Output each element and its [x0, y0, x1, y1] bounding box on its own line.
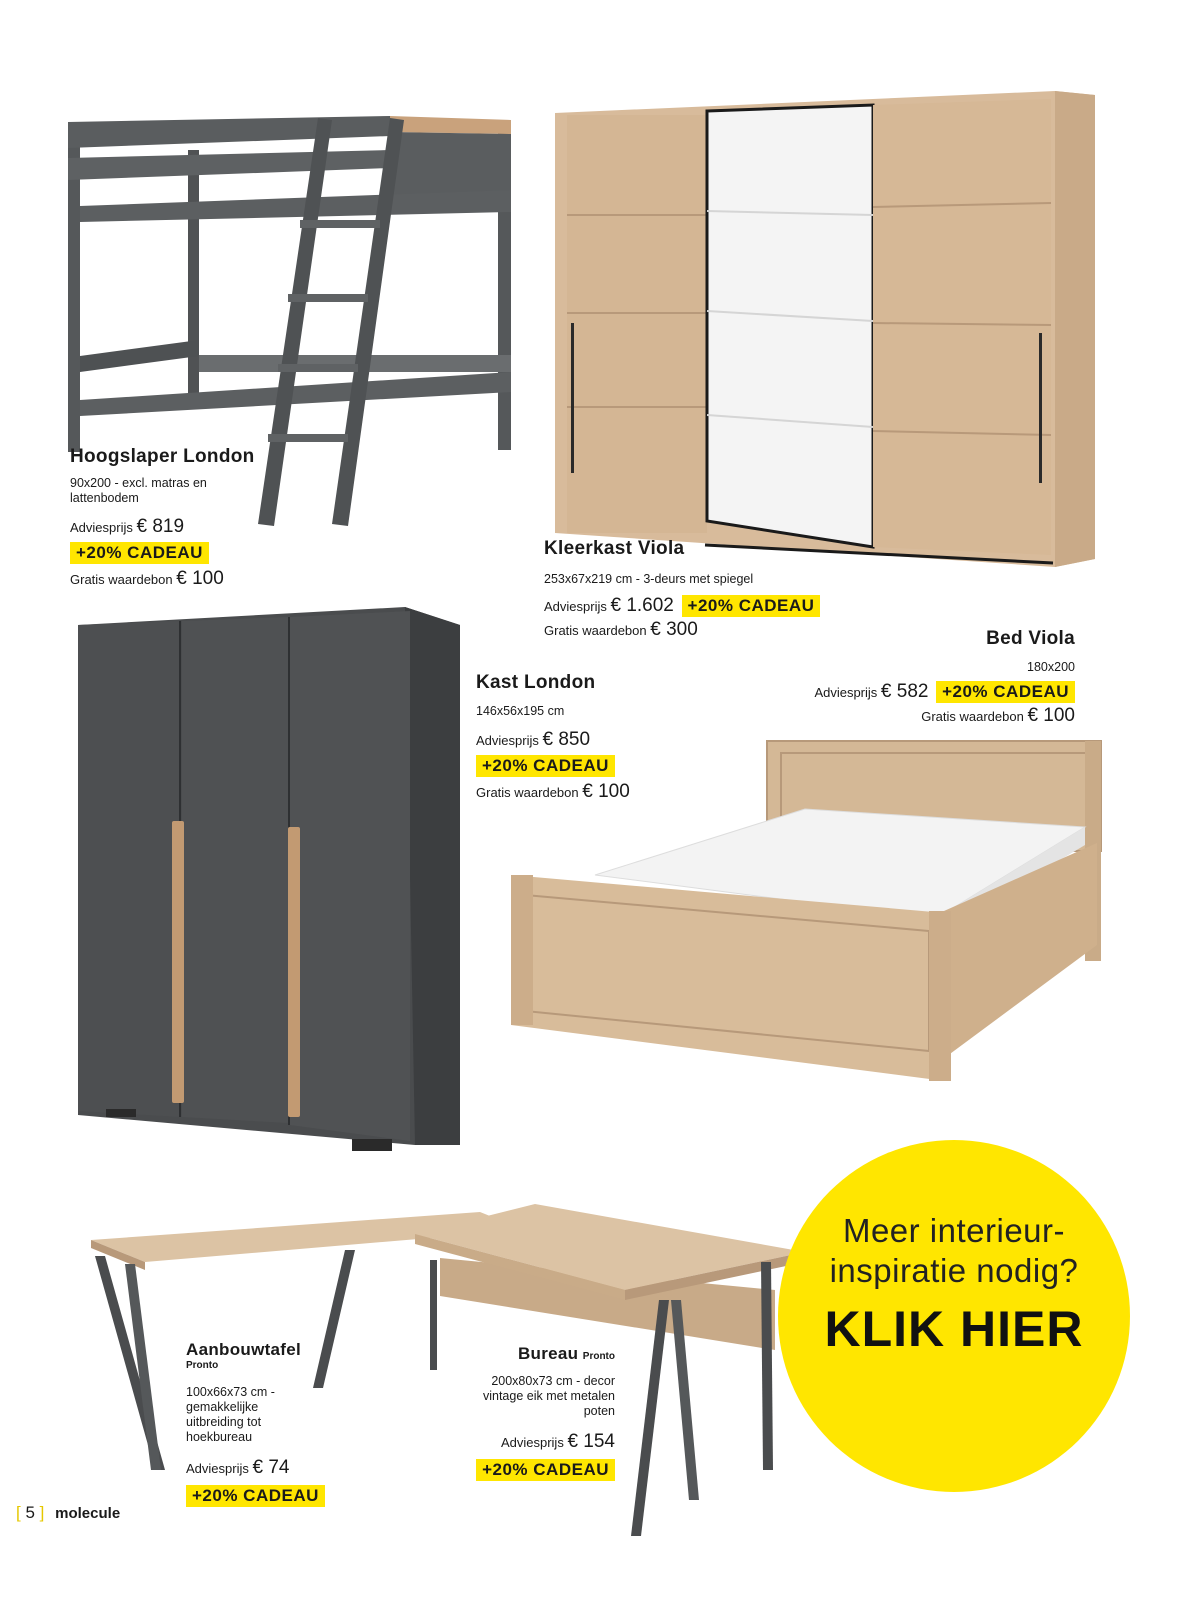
cta-text-line1: Meer interieur- — [842, 1212, 1066, 1249]
price-value: € 1.602 — [610, 595, 674, 616]
product-description: 90x200 - excl. matras en lattenbodem — [70, 476, 207, 505]
price-label: Adviesprijs — [544, 599, 607, 614]
price-label: Adviesprijs — [476, 733, 539, 748]
product-description: 100x66x73 cm - gemakkelijke uitbreiding tot hoekbureau — [186, 1385, 275, 1444]
product-title: Kleerkast Viola — [544, 538, 685, 559]
cadeau-badge: +20% CADEAU — [682, 595, 821, 617]
price-label: Adviesprijs — [186, 1461, 249, 1476]
page-number: 5 — [25, 1503, 35, 1522]
product-aanbouwtafel — [186, 1340, 346, 1507]
wardrobe-london-image — [70, 605, 465, 1153]
product-subtitle: Pronto — [582, 1351, 615, 1362]
price-line — [476, 729, 676, 751]
voucher-label: Gratis waardebon — [70, 572, 173, 587]
voucher-line — [476, 781, 676, 803]
wardrobe-viola-image — [555, 85, 1100, 570]
product-description: 180x200 — [1027, 660, 1075, 674]
price-label: Adviesprijs — [814, 685, 878, 700]
product-description: 253x67x219 cm - 3-deurs met spiegel — [544, 572, 754, 586]
price-line — [186, 1457, 346, 1479]
product-description: 200x80x73 cm - decor vintage eik met metalen poten — [482, 1374, 615, 1418]
product-title: Aanbouwtafel — [186, 1340, 302, 1359]
product-bureau — [460, 1344, 615, 1481]
product-kleerkast — [544, 538, 864, 641]
price-value: € 582 — [880, 681, 929, 702]
product-description: 146x56x195 cm — [476, 704, 565, 718]
cadeau-badge: +20% CADEAU — [476, 755, 615, 777]
cta-text-line2: inspiratie nodig? — [829, 1252, 1079, 1289]
voucher-line — [780, 705, 1075, 727]
product-kast — [476, 672, 676, 803]
product-title: Bed Viola — [986, 628, 1075, 649]
voucher-label: Gratis waardebon — [921, 709, 1024, 724]
price-line — [780, 681, 1075, 703]
voucher-value: € 300 — [650, 619, 698, 640]
product-title: Kast London — [476, 672, 596, 693]
voucher-value: € 100 — [582, 781, 630, 802]
cta-klik-hier-button[interactable]: KLIK HIER — [824, 1301, 1084, 1357]
product-bed — [780, 628, 1075, 727]
cadeau-badge: +20% CADEAU — [70, 542, 209, 564]
page-number-bracket-left: [ — [16, 1503, 21, 1522]
cta-circle[interactable] — [778, 1140, 1130, 1492]
product-title: Hoogslaper London — [70, 446, 255, 467]
price-line — [544, 595, 864, 617]
price-value: € 74 — [252, 1457, 290, 1478]
product-hoogslaper — [70, 446, 270, 590]
price-line — [70, 516, 270, 538]
price-value: € 819 — [136, 516, 185, 537]
product-title: Bureau — [517, 1344, 579, 1363]
price-label: Adviesprijs — [70, 520, 133, 535]
price-label: Adviesprijs — [500, 1435, 564, 1450]
voucher-value: € 100 — [1027, 705, 1075, 726]
cadeau-badge: +20% CADEAU — [476, 1459, 615, 1481]
cadeau-badge: +20% CADEAU — [186, 1485, 325, 1507]
voucher-value: € 100 — [176, 568, 224, 589]
page-number-bracket-right: ] — [39, 1503, 45, 1522]
product-title-line — [460, 1344, 615, 1364]
price-line — [460, 1431, 615, 1453]
voucher-label: Gratis waardebon — [544, 623, 647, 638]
voucher-label: Gratis waardebon — [476, 785, 579, 800]
cadeau-badge: +20% CADEAU — [936, 681, 1075, 703]
product-subtitle: Pronto — [186, 1360, 219, 1371]
voucher-line — [70, 568, 270, 590]
brand-logo[interactable]: molecule — [55, 1505, 121, 1522]
footer — [16, 1503, 120, 1523]
price-value: € 850 — [542, 729, 591, 750]
price-value: € 154 — [567, 1431, 615, 1452]
